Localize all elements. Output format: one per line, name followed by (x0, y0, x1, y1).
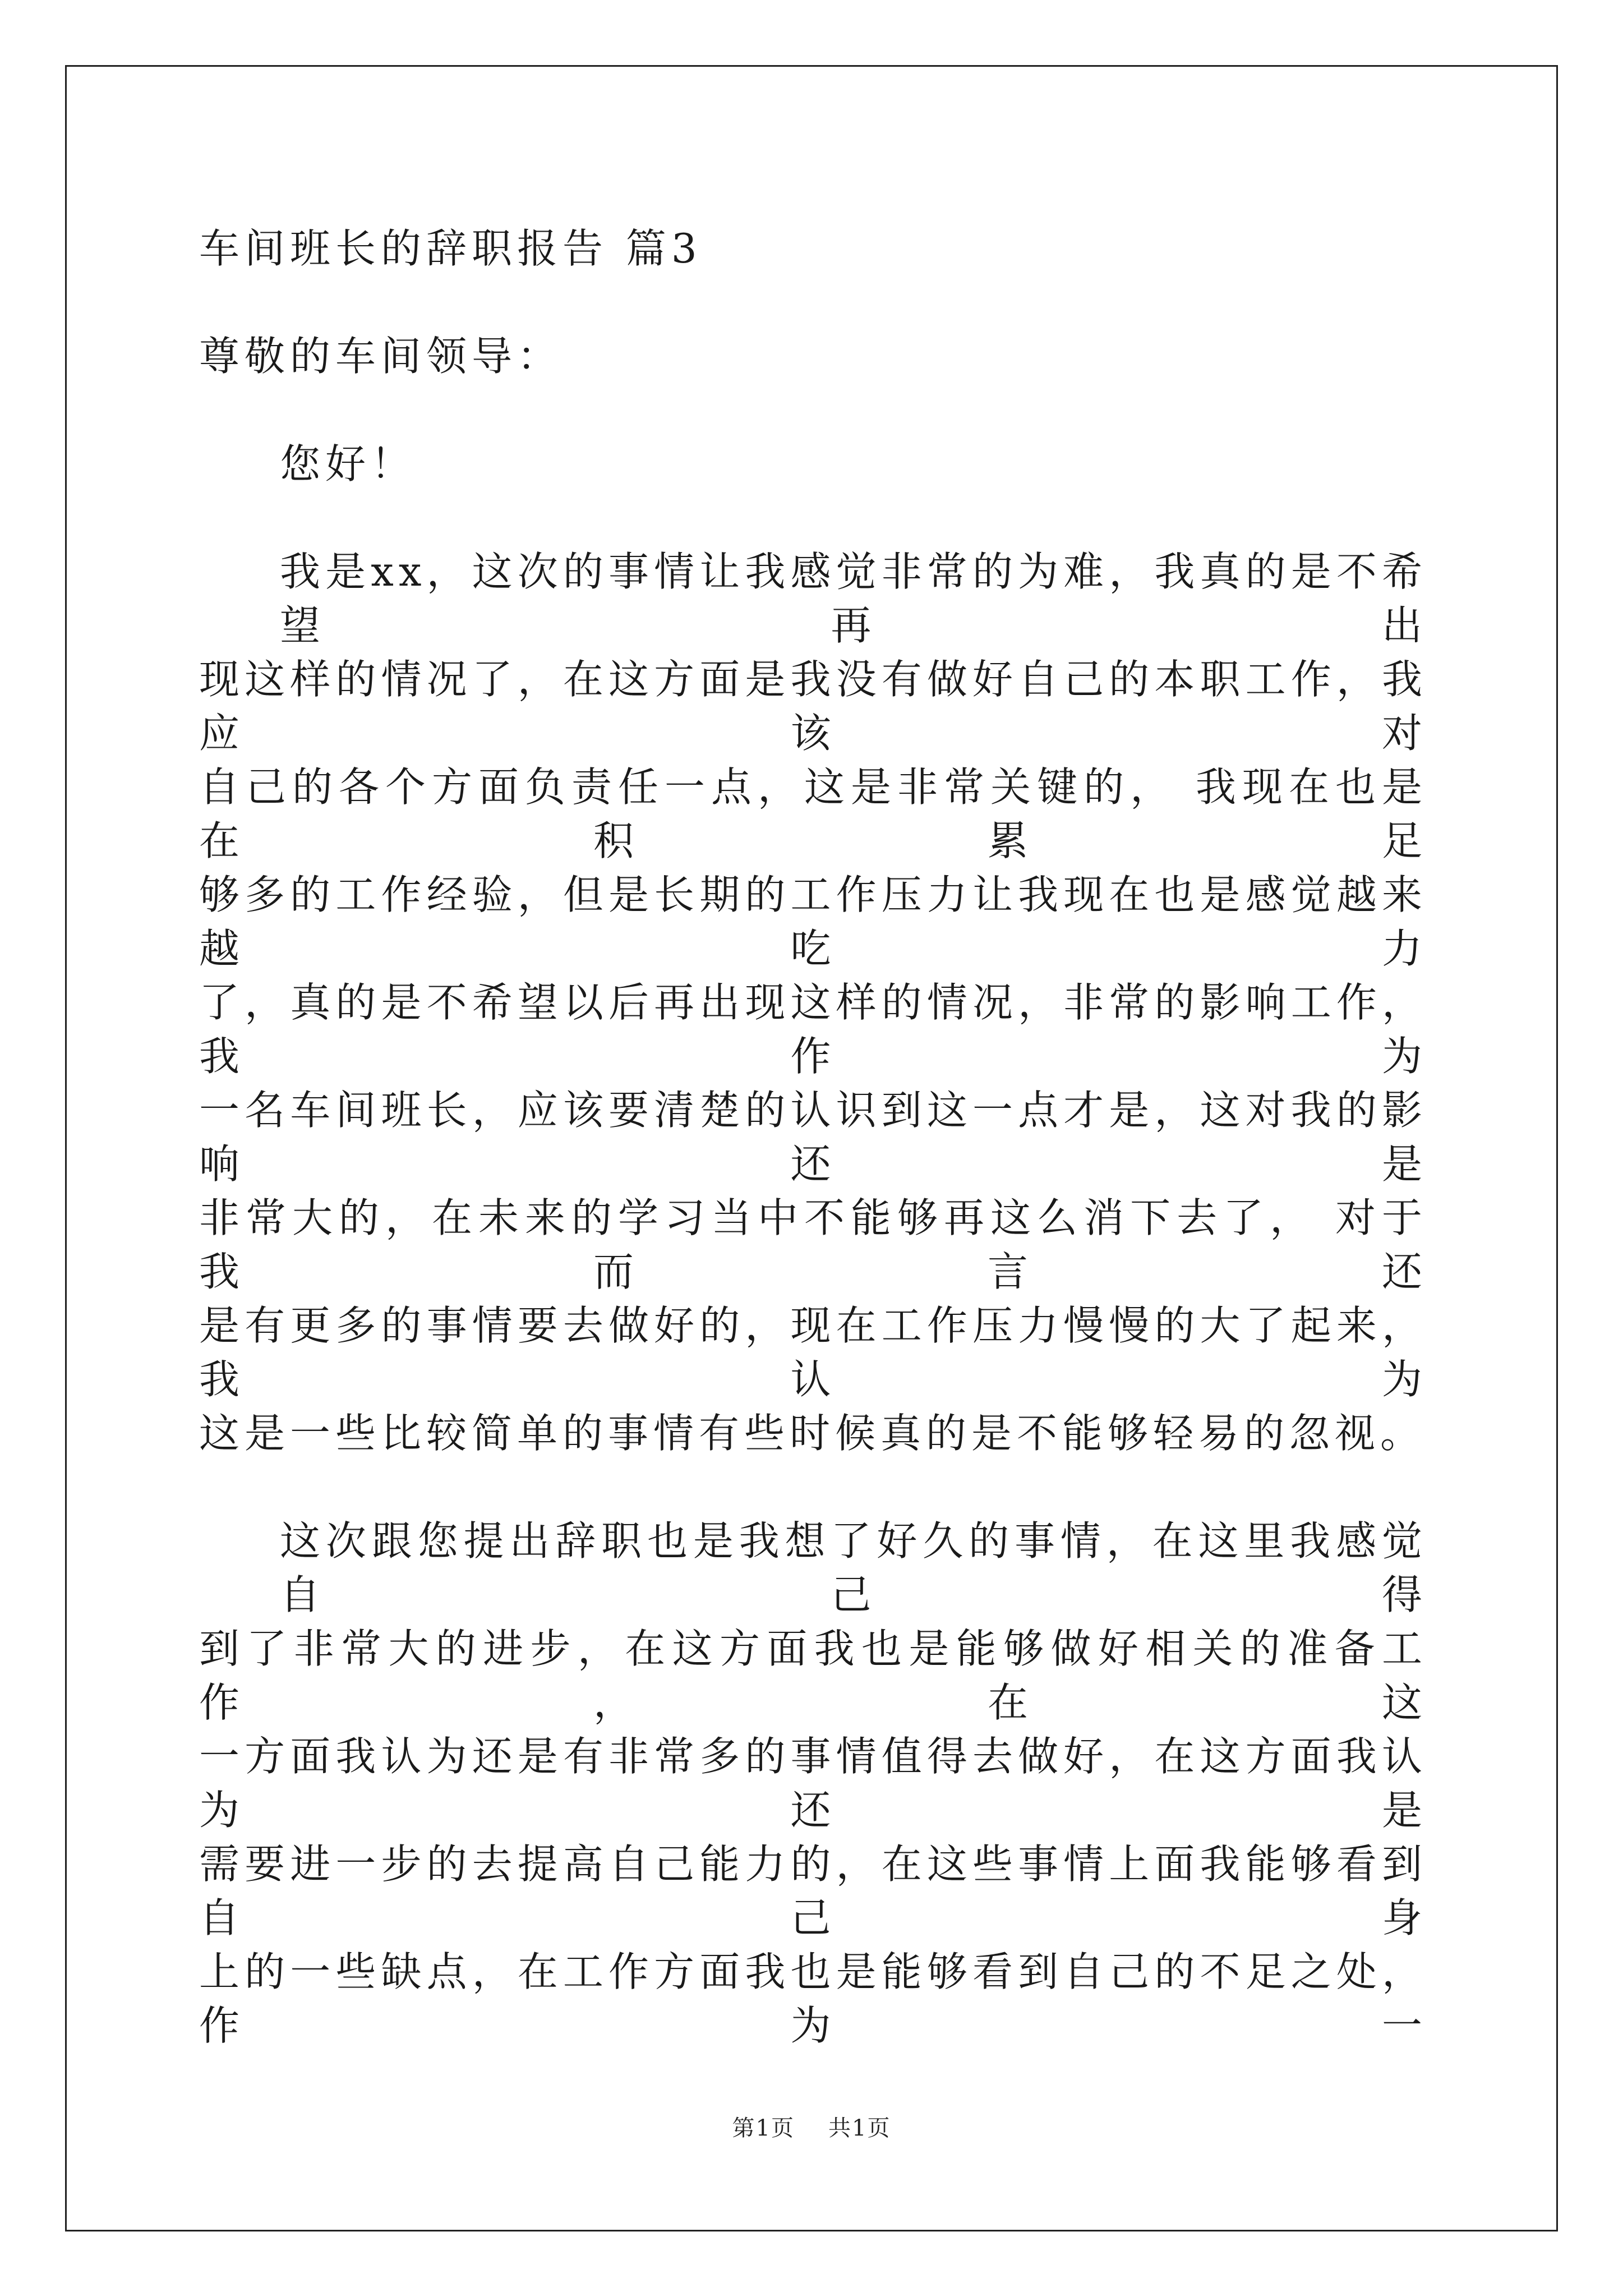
page-total: 共1页 (828, 2115, 891, 2141)
page-number: 第1页 (732, 2115, 795, 2141)
paragraph-line: 上的一些缺点，在工作方面我也是能够看到自己的不足之处，作为一 (199, 1948, 1427, 2049)
paragraph-line: 非常大的，在未来的学习当中不能够再这么消下去了， 对于我而言还 (199, 1194, 1427, 1295)
paragraph-line: 这次跟您提出辞职也是我想了好久的事情，在这里我感觉自己得 (280, 1517, 1427, 1618)
paragraph-line: 自己的各个方面负责任一点，这是非常关键的， 我现在也是在积累足 (199, 763, 1427, 864)
paragraph-line: 我是xx，这次的事情让我感觉非常的为难，我真的是不希望再出 (280, 548, 1427, 649)
paragraph-line: 一名车间班长，应该要清楚的认识到这一点才是，这对我的影响还是 (199, 1087, 1427, 1188)
salutation: 尊敬的车间领导： (199, 333, 563, 380)
paragraph-line: 现这样的情况了，在这方面是我没有做好自己的本职工作，我应该对 (199, 656, 1427, 757)
paragraph-line: 一方面我认为还是有非常多的事情值得去做好，在这方面我认为还是 (199, 1733, 1427, 1834)
page-footer (0, 2115, 1623, 2142)
document-title: 车间班长的辞职报告 篇3 (199, 225, 702, 272)
document-body (199, 222, 1427, 2053)
paragraph-line: 是有更多的事情要去做好的，现在工作压力慢慢的大了起来，我认为 (199, 1302, 1427, 1403)
paragraph-line: 了，真的是不希望以后再出现这样的情况，非常的影响工作，我作为 (199, 979, 1427, 1080)
paragraph-line: 到了非常大的进步，在这方面我也是能够做好相关的准备工作，在这 (199, 1625, 1427, 1726)
greeting: 您好！ (280, 440, 417, 487)
paragraph-line: 需要进一步的去提高自己能力的，在这些事情上面我能够看到自己身 (199, 1841, 1427, 1941)
paragraph-line: 这是一些比较简单的事情有些时候真的是不能够轻易的忽视。 (199, 1410, 1426, 1457)
paragraph-line: 够多的工作经验，但是长期的工作压力让我现在也是感觉越来越吃力 (199, 871, 1427, 972)
